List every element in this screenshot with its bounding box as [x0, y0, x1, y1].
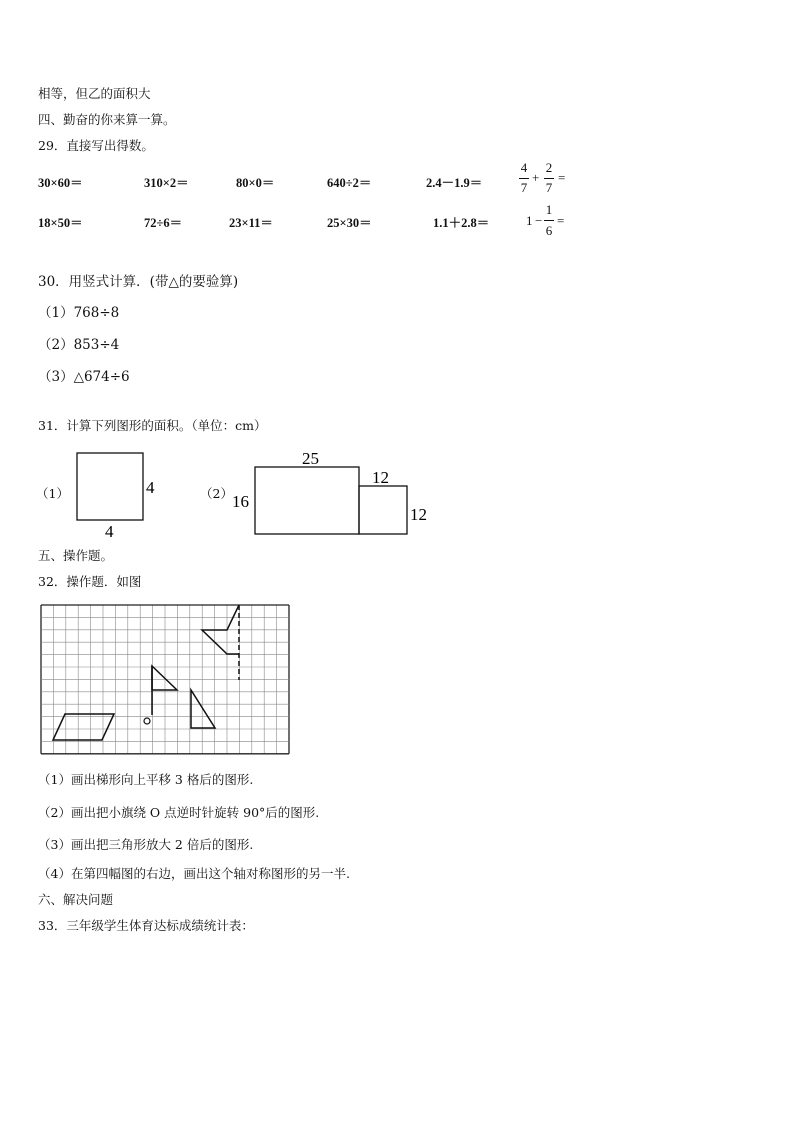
minus-sign: − — [535, 213, 543, 228]
fraction-denominator: 7 — [545, 180, 553, 195]
calc-item: 2.4－1.9＝ — [426, 176, 483, 190]
calc-item: 30×60＝ — [38, 176, 83, 190]
fraction-bar — [544, 220, 554, 221]
square-bottom-side-label: 4 — [105, 522, 114, 541]
whole-number: 1 — [526, 213, 533, 228]
vertical-calc-item: （3）△674÷6 — [38, 369, 130, 385]
equals-sign: = — [558, 170, 566, 185]
calc-item: 640÷2＝ — [327, 176, 372, 190]
question-30-title: 30．用竖式计算．(带△的要验算) — [38, 274, 239, 290]
vertical-calc-item: （2）853÷4 — [38, 337, 120, 353]
calc-item: 25×30＝ — [327, 216, 372, 230]
point-o-marker — [144, 718, 150, 724]
big-rect-top-label: 25 — [302, 449, 319, 468]
square-right-side-label: 4 — [146, 478, 155, 497]
big-rect-left-label: 16 — [232, 492, 249, 511]
previous-answer-line: 相等，但乙的面积大 — [38, 86, 151, 101]
calc-item: 80×0＝ — [236, 176, 275, 190]
fraction-expression-1 — [519, 160, 579, 200]
section-5-title: 五、操作题。 — [38, 548, 114, 563]
section-6-title: 六、解决问题 — [38, 892, 114, 907]
fraction-numerator: 1 — [545, 202, 553, 217]
plus-sign: + — [532, 170, 540, 185]
fraction-expression-2 — [526, 202, 576, 244]
calc-item: 18×50＝ — [38, 216, 83, 230]
task-item: （3）画出把三角形放大 2 倍后的图形. — [38, 837, 254, 852]
calc-item: 1.1＋2.8＝ — [433, 216, 490, 230]
task-item: （2）画出把小旗绕 O 点逆时针旋转 90°后的图形. — [38, 805, 320, 820]
small-rect-right-label: 12 — [410, 505, 427, 524]
section-4-title: 四、勤奋的你来算一算。 — [38, 112, 176, 127]
fraction-numerator: 4 — [520, 160, 528, 175]
figure-1-square — [70, 448, 170, 543]
question-33-title: 33．三年级学生体育达标成绩统计表： — [38, 918, 254, 933]
task-item: （1）画出梯形向上平移 3 格后的图形. — [38, 772, 254, 787]
calc-item: 310×2＝ — [144, 176, 189, 190]
task-item: （4）在第四幅图的右边，画出这个轴对称图形的另一半. — [38, 866, 350, 881]
vertical-calc-item: （1）768÷8 — [38, 305, 120, 321]
question-32-title: 32．操作题．如图 — [38, 574, 142, 589]
flag-triangle — [152, 666, 177, 690]
trapezoid-shape — [53, 714, 114, 740]
calc-item: 72÷6＝ — [144, 216, 183, 230]
fraction-denominator: 7 — [520, 180, 528, 195]
question-31-title: 31．计算下列图形的面积。（单位：cm） — [38, 418, 267, 433]
question-29-title: 29．直接写出得数。 — [38, 138, 154, 153]
right-triangle-shape — [191, 690, 215, 728]
figure-2-label: （2） — [200, 486, 233, 501]
equals-sign: = — [557, 213, 565, 228]
small-rect-top-label: 12 — [372, 468, 389, 487]
fraction-bar — [519, 178, 529, 179]
calc-item: 23×11＝ — [229, 216, 273, 230]
fraction-bar — [544, 178, 554, 179]
fraction-numerator: 2 — [545, 160, 553, 175]
figure-1-label: （1） — [36, 486, 69, 501]
grid-figure — [40, 604, 294, 756]
figure-2-composite-rectangles — [228, 445, 438, 540]
fraction-denominator: 6 — [545, 223, 553, 238]
